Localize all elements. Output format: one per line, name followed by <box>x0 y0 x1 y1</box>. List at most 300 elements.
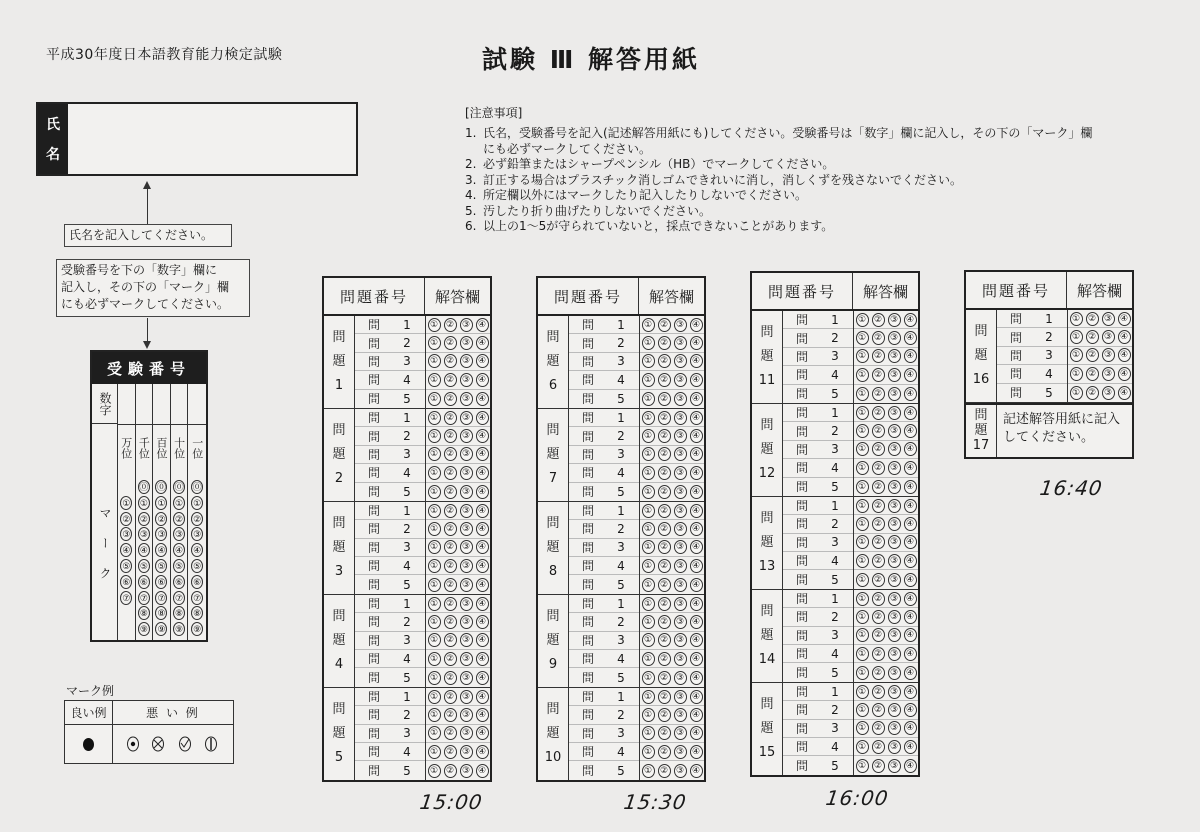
answer-bubble[interactable]: ④ <box>690 411 703 425</box>
answer-bubble[interactable]: ③ <box>674 726 687 740</box>
answer-bubble[interactable]: ① <box>428 690 441 704</box>
answer-bubble[interactable]: ① <box>642 652 655 666</box>
answer-bubble[interactable]: ③ <box>888 480 901 494</box>
answer-bubble[interactable]: ① <box>428 411 441 425</box>
answer-bubble[interactable]: ③ <box>460 373 473 387</box>
answer-bubble[interactable]: ② <box>658 615 671 629</box>
answer-bubble[interactable]: ② <box>872 685 885 699</box>
answer-bubble[interactable]: ④ <box>476 466 489 480</box>
answer-bubble[interactable]: ② <box>658 559 671 573</box>
answer-bubble[interactable]: ④ <box>904 610 917 624</box>
answer-bubble[interactable]: ④ <box>476 540 489 554</box>
exam-number-bubble[interactable]: ② <box>120 512 132 526</box>
answer-bubble[interactable]: ① <box>642 745 655 759</box>
answer-bubble[interactable]: ③ <box>460 633 473 647</box>
answer-bubble[interactable]: ④ <box>690 485 703 499</box>
answer-bubble[interactable]: ④ <box>690 318 703 332</box>
answer-bubble[interactable]: ③ <box>888 535 901 549</box>
answer-bubble[interactable]: ② <box>658 429 671 443</box>
answer-bubble[interactable]: ① <box>428 447 441 461</box>
answer-bubble[interactable]: ① <box>428 597 441 611</box>
answer-bubble[interactable]: ④ <box>476 671 489 685</box>
answer-bubble[interactable]: ④ <box>904 685 917 699</box>
exam-number-bubble[interactable]: ⑧ <box>191 606 203 620</box>
answer-bubble[interactable]: ③ <box>460 690 473 704</box>
answer-bubble[interactable]: ① <box>642 597 655 611</box>
answer-bubble[interactable]: ④ <box>1118 367 1131 381</box>
answer-bubble[interactable]: ② <box>658 373 671 387</box>
answer-bubble[interactable]: ④ <box>690 652 703 666</box>
exam-number-bubble[interactable]: ⑥ <box>155 575 167 589</box>
exam-number-bubble[interactable]: ⑤ <box>120 559 132 573</box>
answer-bubble[interactable]: ① <box>642 615 655 629</box>
answer-bubble[interactable]: ② <box>444 559 457 573</box>
exam-number-bubble[interactable]: ④ <box>120 543 132 557</box>
answer-bubble[interactable]: ③ <box>460 671 473 685</box>
answer-bubble[interactable]: ④ <box>476 708 489 722</box>
answer-bubble[interactable]: ③ <box>1102 367 1115 381</box>
exam-number-bubble[interactable]: ⑤ <box>155 559 167 573</box>
answer-bubble[interactable]: ④ <box>690 578 703 592</box>
answer-bubble[interactable]: ④ <box>904 740 917 754</box>
answer-bubble[interactable]: ③ <box>888 628 901 642</box>
answer-bubble[interactable]: ③ <box>460 578 473 592</box>
answer-bubble[interactable]: ③ <box>674 633 687 647</box>
answer-bubble[interactable]: ③ <box>460 447 473 461</box>
answer-bubble[interactable]: ② <box>444 522 457 536</box>
answer-bubble[interactable]: ③ <box>888 499 901 513</box>
answer-bubble[interactable]: ② <box>444 466 457 480</box>
answer-bubble[interactable]: ③ <box>888 331 901 345</box>
answer-bubble[interactable]: ④ <box>476 559 489 573</box>
exam-number-bubble[interactable]: ⑤ <box>191 559 203 573</box>
answer-bubble[interactable]: ③ <box>1102 312 1115 326</box>
answer-bubble[interactable]: ② <box>444 429 457 443</box>
exam-number-bubble[interactable]: ③ <box>120 527 132 541</box>
answer-bubble[interactable]: ③ <box>460 726 473 740</box>
answer-bubble[interactable]: ② <box>872 610 885 624</box>
answer-bubble[interactable]: ① <box>856 721 869 735</box>
answer-bubble[interactable]: ③ <box>674 447 687 461</box>
answer-bubble[interactable]: ② <box>444 745 457 759</box>
answer-bubble[interactable]: ① <box>856 703 869 717</box>
answer-bubble[interactable]: ③ <box>674 540 687 554</box>
exam-number-bubble[interactable]: ⑥ <box>120 575 132 589</box>
answer-bubble[interactable]: ③ <box>460 466 473 480</box>
answer-bubble[interactable]: ③ <box>460 336 473 350</box>
answer-bubble[interactable]: ② <box>872 461 885 475</box>
answer-bubble[interactable]: ④ <box>904 331 917 345</box>
answer-bubble[interactable]: ③ <box>674 336 687 350</box>
answer-bubble[interactable]: ④ <box>904 387 917 401</box>
answer-bubble[interactable]: ① <box>1070 367 1083 381</box>
exam-number-bubble[interactable]: ⓪ <box>173 480 185 494</box>
answer-bubble[interactable]: ① <box>856 666 869 680</box>
answer-bubble[interactable]: ③ <box>674 745 687 759</box>
answer-bubble[interactable]: ① <box>856 554 869 568</box>
answer-bubble[interactable]: ③ <box>460 429 473 443</box>
exam-number-bubble[interactable]: ④ <box>173 543 185 557</box>
answer-bubble[interactable]: ① <box>856 387 869 401</box>
answer-bubble[interactable]: ④ <box>476 633 489 647</box>
answer-bubble[interactable]: ① <box>642 633 655 647</box>
answer-bubble[interactable]: ① <box>856 480 869 494</box>
answer-bubble[interactable]: ② <box>1086 367 1099 381</box>
answer-bubble[interactable]: ① <box>856 610 869 624</box>
answer-bubble[interactable]: ④ <box>1118 312 1131 326</box>
answer-bubble[interactable]: ① <box>856 647 869 661</box>
answer-bubble[interactable]: ① <box>428 745 441 759</box>
answer-bubble[interactable]: ③ <box>888 647 901 661</box>
answer-bubble[interactable]: ① <box>428 578 441 592</box>
answer-bubble[interactable]: ② <box>444 540 457 554</box>
exam-number-bubble[interactable]: ⑥ <box>173 575 185 589</box>
exam-number-bubble[interactable]: ⓪ <box>138 480 150 494</box>
answer-bubble[interactable]: ④ <box>690 504 703 518</box>
answer-bubble[interactable]: ② <box>444 373 457 387</box>
answer-bubble[interactable]: ① <box>642 373 655 387</box>
answer-bubble[interactable]: ④ <box>904 592 917 606</box>
answer-bubble[interactable]: ③ <box>674 392 687 406</box>
answer-bubble[interactable]: ① <box>642 466 655 480</box>
answer-bubble[interactable]: ① <box>856 499 869 513</box>
answer-bubble[interactable]: ① <box>428 336 441 350</box>
exam-number-bubble[interactable]: ⑧ <box>173 606 185 620</box>
answer-bubble[interactable]: ③ <box>674 652 687 666</box>
answer-bubble[interactable]: ① <box>856 759 869 773</box>
answer-bubble[interactable]: ③ <box>460 411 473 425</box>
answer-bubble[interactable]: ② <box>444 318 457 332</box>
exam-number-bubble[interactable]: ⑦ <box>138 591 150 605</box>
answer-bubble[interactable]: ② <box>872 628 885 642</box>
answer-bubble[interactable]: ③ <box>888 685 901 699</box>
answer-bubble[interactable]: ① <box>428 504 441 518</box>
answer-bubble[interactable]: ④ <box>690 559 703 573</box>
answer-bubble[interactable]: ④ <box>476 690 489 704</box>
answer-bubble[interactable]: ③ <box>888 592 901 606</box>
answer-bubble[interactable]: ③ <box>674 411 687 425</box>
answer-bubble[interactable]: ② <box>444 354 457 368</box>
exam-number-bubble[interactable]: ⑧ <box>155 606 167 620</box>
answer-bubble[interactable]: ③ <box>888 424 901 438</box>
answer-bubble[interactable]: ② <box>658 485 671 499</box>
answer-bubble[interactable]: ④ <box>690 633 703 647</box>
answer-bubble[interactable]: ② <box>444 615 457 629</box>
answer-bubble[interactable]: ① <box>642 411 655 425</box>
answer-bubble[interactable]: ④ <box>690 597 703 611</box>
answer-bubble[interactable]: ④ <box>904 647 917 661</box>
answer-bubble[interactable]: ③ <box>460 318 473 332</box>
answer-bubble[interactable]: ② <box>872 480 885 494</box>
answer-bubble[interactable]: ② <box>658 540 671 554</box>
answer-bubble[interactable]: ④ <box>690 429 703 443</box>
answer-bubble[interactable]: ③ <box>888 406 901 420</box>
answer-bubble[interactable]: ② <box>658 708 671 722</box>
answer-bubble[interactable]: ① <box>642 578 655 592</box>
answer-bubble[interactable]: ③ <box>1102 330 1115 344</box>
exam-number-bubble[interactable]: ⑨ <box>191 622 203 636</box>
exam-number-bubble[interactable]: ⑨ <box>173 622 185 636</box>
answer-bubble[interactable]: ④ <box>904 480 917 494</box>
exam-number-bubble[interactable]: ② <box>155 512 167 526</box>
answer-bubble[interactable]: ① <box>642 559 655 573</box>
answer-bubble[interactable]: ① <box>856 573 869 587</box>
answer-bubble[interactable]: ① <box>642 354 655 368</box>
answer-bubble[interactable]: ② <box>872 647 885 661</box>
answer-bubble[interactable]: ④ <box>690 336 703 350</box>
answer-bubble[interactable]: ① <box>642 318 655 332</box>
answer-bubble[interactable]: ③ <box>888 573 901 587</box>
answer-bubble[interactable]: ② <box>444 726 457 740</box>
answer-bubble[interactable]: ② <box>872 517 885 531</box>
exam-number-bubble[interactable]: ① <box>173 496 185 510</box>
answer-bubble[interactable]: ④ <box>904 461 917 475</box>
exam-number-bubble[interactable]: ③ <box>191 527 203 541</box>
answer-bubble[interactable]: ② <box>872 535 885 549</box>
answer-bubble[interactable]: ④ <box>476 373 489 387</box>
answer-bubble[interactable]: ② <box>872 424 885 438</box>
answer-bubble[interactable]: ② <box>444 671 457 685</box>
answer-bubble[interactable]: ④ <box>690 540 703 554</box>
exam-number-bubble[interactable]: ⑥ <box>138 575 150 589</box>
answer-bubble[interactable]: ② <box>872 368 885 382</box>
answer-bubble[interactable]: ② <box>444 652 457 666</box>
answer-bubble[interactable]: ① <box>642 708 655 722</box>
exam-number-bubble[interactable]: ⑦ <box>173 591 185 605</box>
answer-bubble[interactable]: ④ <box>476 485 489 499</box>
answer-bubble[interactable]: ① <box>856 628 869 642</box>
answer-bubble[interactable]: ① <box>1070 312 1083 326</box>
answer-bubble[interactable]: ③ <box>888 517 901 531</box>
answer-bubble[interactable]: ① <box>642 447 655 461</box>
answer-bubble[interactable]: ④ <box>476 318 489 332</box>
answer-bubble[interactable]: ② <box>872 721 885 735</box>
answer-bubble[interactable]: ② <box>658 671 671 685</box>
exam-number-bubble[interactable]: ⑧ <box>138 606 150 620</box>
answer-bubble[interactable]: ① <box>642 764 655 778</box>
answer-bubble[interactable]: ③ <box>460 652 473 666</box>
answer-bubble[interactable]: ① <box>1070 348 1083 362</box>
exam-number-bubble[interactable]: ⑦ <box>191 591 203 605</box>
exam-number-bubble[interactable]: ① <box>155 496 167 510</box>
answer-bubble[interactable]: ② <box>872 573 885 587</box>
answer-bubble[interactable]: ④ <box>904 721 917 735</box>
exam-number-bubble[interactable]: ② <box>173 512 185 526</box>
answer-bubble[interactable]: ① <box>428 633 441 647</box>
answer-bubble[interactable]: ③ <box>888 461 901 475</box>
answer-bubble[interactable]: ① <box>856 461 869 475</box>
answer-bubble[interactable]: ④ <box>904 406 917 420</box>
answer-bubble[interactable]: ② <box>658 726 671 740</box>
answer-bubble[interactable]: ① <box>642 522 655 536</box>
answer-bubble[interactable]: ③ <box>674 764 687 778</box>
answer-bubble[interactable]: ③ <box>460 615 473 629</box>
answer-bubble[interactable]: ④ <box>904 368 917 382</box>
answer-bubble[interactable]: ① <box>856 406 869 420</box>
answer-bubble[interactable]: ② <box>872 703 885 717</box>
answer-bubble[interactable]: ④ <box>904 499 917 513</box>
answer-bubble[interactable]: ① <box>856 313 869 327</box>
answer-bubble[interactable]: ④ <box>476 392 489 406</box>
answer-bubble[interactable]: ④ <box>476 615 489 629</box>
answer-bubble[interactable]: ③ <box>674 671 687 685</box>
answer-bubble[interactable]: ④ <box>476 336 489 350</box>
answer-bubble[interactable]: ① <box>428 318 441 332</box>
answer-bubble[interactable]: ① <box>642 429 655 443</box>
answer-bubble[interactable]: ② <box>658 466 671 480</box>
answer-bubble[interactable]: ② <box>1086 312 1099 326</box>
answer-bubble[interactable]: ② <box>444 485 457 499</box>
answer-bubble[interactable]: ② <box>658 597 671 611</box>
exam-number-bubble[interactable]: ⑥ <box>191 575 203 589</box>
answer-bubble[interactable]: ② <box>872 740 885 754</box>
answer-bubble[interactable]: ④ <box>904 759 917 773</box>
answer-bubble[interactable]: ③ <box>460 354 473 368</box>
answer-bubble[interactable]: ④ <box>476 745 489 759</box>
exam-number-bubble[interactable]: ⑦ <box>155 591 167 605</box>
exam-number-bubble[interactable]: ③ <box>173 527 185 541</box>
answer-bubble[interactable]: ④ <box>904 442 917 456</box>
answer-bubble[interactable]: ③ <box>674 522 687 536</box>
answer-bubble[interactable]: ① <box>856 740 869 754</box>
answer-bubble[interactable]: ④ <box>690 726 703 740</box>
answer-bubble[interactable]: ④ <box>690 373 703 387</box>
answer-bubble[interactable]: ③ <box>674 615 687 629</box>
answer-bubble[interactable]: ④ <box>476 652 489 666</box>
answer-bubble[interactable]: ② <box>872 442 885 456</box>
answer-bubble[interactable]: ① <box>428 429 441 443</box>
exam-number-bubble[interactable]: ⑤ <box>173 559 185 573</box>
answer-bubble[interactable]: ① <box>856 368 869 382</box>
exam-number-bubble[interactable]: ③ <box>155 527 167 541</box>
answer-bubble[interactable]: ② <box>444 690 457 704</box>
answer-bubble[interactable]: ③ <box>460 504 473 518</box>
answer-bubble[interactable]: ① <box>428 522 441 536</box>
answer-bubble[interactable]: ① <box>428 652 441 666</box>
answer-bubble[interactable]: ② <box>658 745 671 759</box>
answer-bubble[interactable]: ③ <box>888 368 901 382</box>
exam-number-bubble[interactable]: ④ <box>155 543 167 557</box>
answer-bubble[interactable]: ② <box>444 578 457 592</box>
answer-bubble[interactable]: ③ <box>460 708 473 722</box>
answer-bubble[interactable]: ④ <box>476 354 489 368</box>
answer-bubble[interactable]: ③ <box>674 429 687 443</box>
answer-bubble[interactable]: ① <box>642 485 655 499</box>
answer-bubble[interactable]: ② <box>658 504 671 518</box>
answer-bubble[interactable]: ④ <box>690 447 703 461</box>
answer-bubble[interactable]: ① <box>856 535 869 549</box>
answer-bubble[interactable]: ③ <box>674 504 687 518</box>
answer-bubble[interactable]: ④ <box>690 392 703 406</box>
answer-bubble[interactable]: ② <box>1086 330 1099 344</box>
answer-bubble[interactable]: ① <box>642 540 655 554</box>
answer-bubble[interactable]: ① <box>428 559 441 573</box>
answer-bubble[interactable]: ③ <box>674 597 687 611</box>
answer-bubble[interactable]: ① <box>428 726 441 740</box>
answer-bubble[interactable]: ② <box>444 411 457 425</box>
answer-bubble[interactable]: ① <box>428 671 441 685</box>
answer-bubble[interactable]: ② <box>658 690 671 704</box>
answer-bubble[interactable]: ② <box>658 578 671 592</box>
answer-bubble[interactable]: ② <box>872 331 885 345</box>
answer-bubble[interactable]: ③ <box>888 610 901 624</box>
answer-bubble[interactable]: ④ <box>690 354 703 368</box>
answer-bubble[interactable]: ③ <box>460 764 473 778</box>
answer-bubble[interactable]: ④ <box>476 726 489 740</box>
answer-bubble[interactable]: ② <box>1086 348 1099 362</box>
name-field[interactable] <box>36 102 358 176</box>
answer-bubble[interactable]: ③ <box>888 666 901 680</box>
answer-bubble[interactable]: ④ <box>690 708 703 722</box>
answer-bubble[interactable]: ① <box>856 349 869 363</box>
answer-bubble[interactable]: ③ <box>674 373 687 387</box>
answer-bubble[interactable]: ④ <box>476 522 489 536</box>
answer-bubble[interactable]: ② <box>658 633 671 647</box>
answer-bubble[interactable]: ① <box>428 615 441 629</box>
answer-bubble[interactable]: ② <box>444 392 457 406</box>
answer-bubble[interactable]: ④ <box>904 703 917 717</box>
answer-bubble[interactable]: ② <box>658 447 671 461</box>
answer-bubble[interactable]: ① <box>428 485 441 499</box>
answer-bubble[interactable]: ② <box>872 406 885 420</box>
exam-number-bubble[interactable]: ⑤ <box>138 559 150 573</box>
answer-bubble[interactable]: ④ <box>904 535 917 549</box>
exam-number-bubble[interactable]: ⓪ <box>191 480 203 494</box>
answer-bubble[interactable]: ② <box>872 554 885 568</box>
answer-bubble[interactable]: ③ <box>674 559 687 573</box>
answer-bubble[interactable]: ④ <box>476 578 489 592</box>
answer-bubble[interactable]: ④ <box>904 424 917 438</box>
answer-bubble[interactable]: ④ <box>690 466 703 480</box>
answer-bubble[interactable]: ④ <box>1118 330 1131 344</box>
answer-bubble[interactable]: ④ <box>904 313 917 327</box>
answer-bubble[interactable]: ① <box>856 424 869 438</box>
answer-bubble[interactable]: ③ <box>888 759 901 773</box>
exam-number-bubble[interactable]: ⑦ <box>120 591 132 605</box>
exam-number-bubble[interactable]: ⓪ <box>155 480 167 494</box>
answer-bubble[interactable]: ① <box>428 466 441 480</box>
answer-bubble[interactable]: ③ <box>888 313 901 327</box>
answer-bubble[interactable]: ① <box>428 764 441 778</box>
answer-bubble[interactable]: ③ <box>674 578 687 592</box>
answer-bubble[interactable]: ③ <box>888 721 901 735</box>
answer-bubble[interactable]: ③ <box>888 740 901 754</box>
answer-bubble[interactable]: ① <box>856 685 869 699</box>
answer-bubble[interactable]: ④ <box>476 411 489 425</box>
answer-bubble[interactable]: ④ <box>690 764 703 778</box>
answer-bubble[interactable]: ③ <box>1102 386 1115 400</box>
answer-bubble[interactable]: ④ <box>690 522 703 536</box>
exam-number-bubble[interactable]: ⑨ <box>155 622 167 636</box>
answer-bubble[interactable]: ② <box>658 764 671 778</box>
answer-bubble[interactable]: ③ <box>460 559 473 573</box>
exam-number-bubble[interactable]: ② <box>191 512 203 526</box>
answer-bubble[interactable]: ③ <box>460 745 473 759</box>
answer-bubble[interactable]: ③ <box>674 708 687 722</box>
answer-bubble[interactable]: ④ <box>904 573 917 587</box>
answer-bubble[interactable]: ② <box>444 708 457 722</box>
answer-bubble[interactable]: ④ <box>476 764 489 778</box>
exam-number-bubble[interactable]: ③ <box>138 527 150 541</box>
answer-bubble[interactable]: ④ <box>1118 386 1131 400</box>
answer-bubble[interactable]: ④ <box>904 666 917 680</box>
exam-number-bubble[interactable]: ④ <box>191 543 203 557</box>
answer-bubble[interactable]: ③ <box>888 442 901 456</box>
answer-bubble[interactable]: ③ <box>888 703 901 717</box>
answer-bubble[interactable]: ② <box>872 499 885 513</box>
answer-bubble[interactable]: ② <box>658 354 671 368</box>
answer-bubble[interactable]: ① <box>642 726 655 740</box>
